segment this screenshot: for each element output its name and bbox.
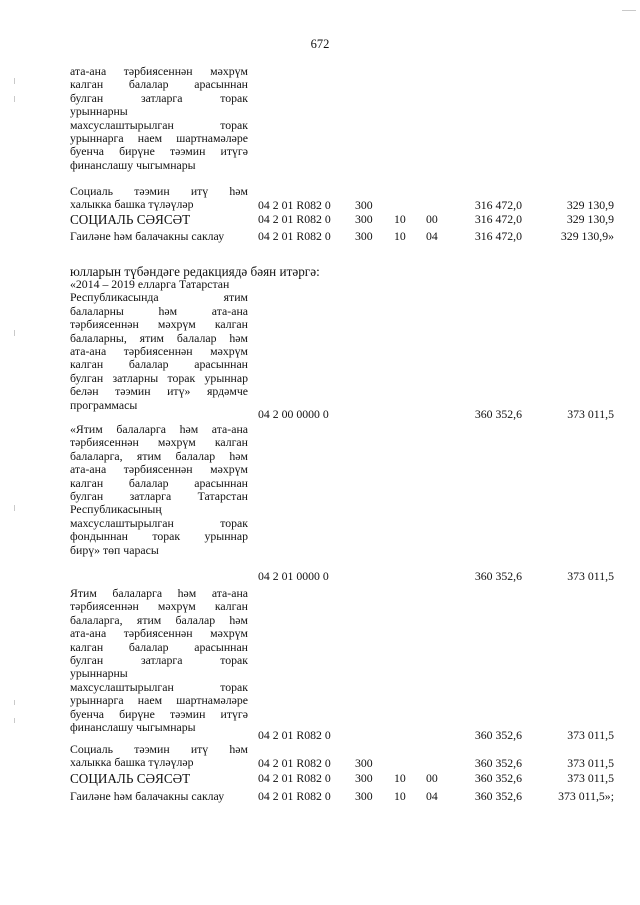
row-expense-type: 300 <box>355 789 373 803</box>
row-code: 04 2 01 R082 0 <box>258 229 331 243</box>
row-subsection: 00 <box>426 212 438 226</box>
row-amount-year2: 329 130,9 <box>566 212 614 226</box>
row-expense-type: 300 <box>355 771 373 785</box>
program-text: ата-ана тәрбиясеннән мәхрүм калган балалар арасыннан булган затларга торак урыннарны махсуслаштырылган торак урыннарга наем шартнамәләре буенча бирүне тәэмин итүгә финанслашу чыгымнары <box>70 64 248 172</box>
row-amount-year1: 316 472,0 <box>474 229 522 243</box>
row-amount-year2: 329 130,9» <box>560 229 614 243</box>
scan-mark <box>14 718 15 723</box>
row-subsection: 00 <box>426 771 438 785</box>
scan-mark <box>14 700 15 705</box>
scan-mark <box>14 505 15 511</box>
row-subsection: 04 <box>426 229 438 243</box>
row-section: 10 <box>394 789 406 803</box>
row-amount-year2: 373 011,5»; <box>558 789 614 803</box>
row-amount-year2: 373 011,5 <box>567 728 614 742</box>
row-section: 10 <box>394 212 406 226</box>
scan-mark <box>14 96 15 102</box>
row-amount-year2: 329 130,9 <box>566 198 614 212</box>
social-row-name: Социаль тәэмин итү һәм халыкка башка түләүләр <box>70 742 248 770</box>
row-amount-year1: 360 352,6 <box>474 569 522 583</box>
row-expense-type: 300 <box>355 198 373 212</box>
row-amount-year1: 360 352,6 <box>474 771 522 785</box>
row-amount-year1: 360 352,6 <box>474 407 522 421</box>
page-number: 672 <box>310 37 330 51</box>
row-amount-year2: 373 011,5 <box>567 569 614 583</box>
main-measure-text: «Ятим балаларга һәм ата-ана тәрбиясеннән мәхрүм калган балаларга, ятим балалар һәм ата-ана тәрбиясеннән мәхрүм калган балалар арасыннан булган затларга Татарстан Республикасының махсуслаштырылган торак фондыннан торак урыннар бирү» төп чарасы <box>70 422 248 557</box>
row-name: СОЦИАЛЬ СӘЯСӘТ <box>70 771 191 786</box>
row-amount-year2: 373 011,5 <box>567 771 614 785</box>
row-section: 10 <box>394 229 406 243</box>
row-subsection: 04 <box>426 789 438 803</box>
social-row-name: Социаль тәэмин итү һәм халыкка башка түләүләр <box>70 184 248 212</box>
subprogram-text: «2014 – 2019 елларга Татарстан Республикасында ятим балаларны һәм ата-ана тәрбиясеннән мәхрүм калган балаларны, ятим балалар һәм ата-ана тәрбиясеннән мәхрүм калган балалар арасыннан булган затларны торак урыннар белән тәэмин итү» ярдәмче программасы <box>70 277 248 412</box>
row-amount-year2: 373 011,5 <box>567 407 614 421</box>
row-code: 04 2 01 R082 0 <box>258 728 331 742</box>
row-amount-year1: 316 472,0 <box>474 198 522 212</box>
finance-text: Ятим балаларга һәм ата-ана тәрбиясеннән мәхрүм калган балаларга, ятим балалар һәм ата-ана тәрбиясеннән мәхрүм калган балалар арасыннан булган затларга торак урыннарны махсуслаштырылган торак урыннарга наем шартнамәләре буенча бирүне тәэмин итүгә финанслашу чыгымнары <box>70 586 248 735</box>
row-amount-year1: 360 352,6 <box>474 728 522 742</box>
row-code: 04 2 01 R082 0 <box>258 198 331 212</box>
row-name: Гаиләне һәм балачакны саклау <box>70 789 225 803</box>
scan-mark <box>14 330 15 336</box>
scan-mark <box>622 10 636 11</box>
row-code: 04 2 01 R082 0 <box>258 789 331 803</box>
row-amount-year1: 360 352,6 <box>474 789 522 803</box>
scan-mark <box>14 78 15 84</box>
row-name: СОЦИАЛЬ СӘЯСӘТ <box>70 212 191 227</box>
row-code: 04 2 01 0000 0 <box>258 569 329 583</box>
row-code: 04 2 01 R082 0 <box>258 212 331 226</box>
row-code: 04 2 01 R082 0 <box>258 756 331 770</box>
row-expense-type: 300 <box>355 756 373 770</box>
row-section: 10 <box>394 771 406 785</box>
row-amount-year2: 373 011,5 <box>567 756 614 770</box>
row-code: 04 2 00 0000 0 <box>258 407 329 421</box>
instruction-heading: юлларын түбәндәге редакциядә бәян итәргә: <box>70 264 320 279</box>
row-name: Гаиләне һәм балачакны саклау <box>70 229 225 243</box>
row-expense-type: 300 <box>355 212 373 226</box>
row-code: 04 2 01 R082 0 <box>258 771 331 785</box>
row-amount-year1: 360 352,6 <box>474 756 522 770</box>
row-expense-type: 300 <box>355 229 373 243</box>
row-amount-year1: 316 472,0 <box>474 212 522 226</box>
